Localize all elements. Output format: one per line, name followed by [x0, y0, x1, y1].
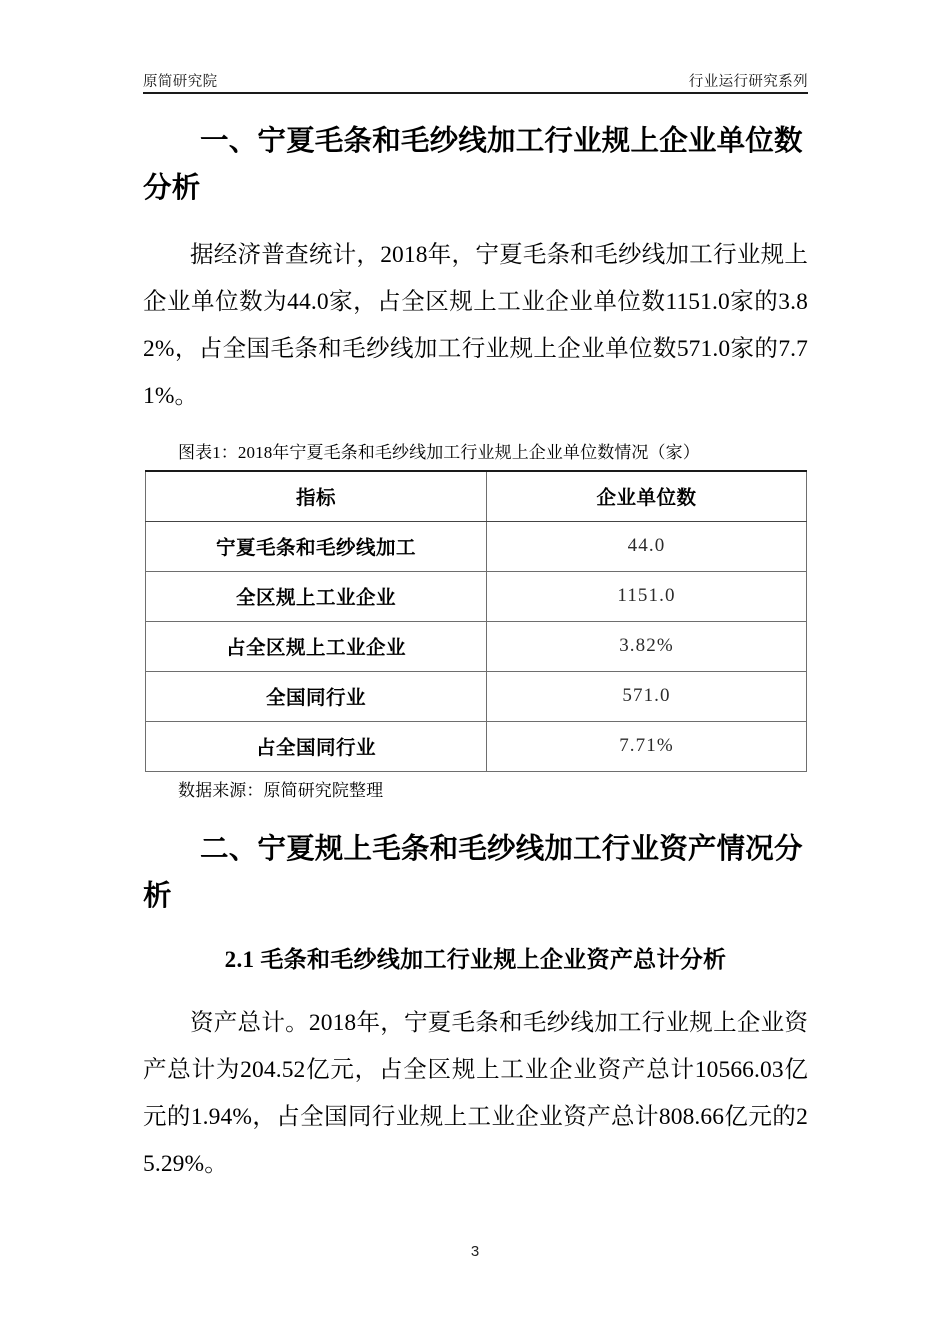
- running-header: [143, 64, 808, 94]
- table-header-row: [146, 471, 807, 521]
- table-row: [146, 621, 807, 671]
- page-number: 3: [470, 1243, 480, 1260]
- table-row: [146, 721, 807, 771]
- column-header-indicator: 指标: [146, 471, 487, 521]
- row-label: 全区规上工业企业: [146, 571, 487, 621]
- section-paragraph-1: 据经济普查统计，2018年，宁夏毛条和毛纱线加工行业规上企业单位数为44.0家，占全区规上工业企业单位数1151.0家的3.82%，占全国毛条和毛纱线加工行业规上企业单位数571.0家的7.71%。: [143, 242, 808, 409]
- row-label: 宁夏毛条和毛纱线加工: [146, 521, 487, 571]
- page-content: [143, 118, 808, 1188]
- header-left-text: 原简研究院: [143, 73, 218, 90]
- enterprise-unit-table: [145, 470, 807, 772]
- row-value: 571.0: [487, 671, 807, 721]
- spacer: [143, 804, 808, 826]
- row-label: 占全国同行业: [146, 721, 487, 771]
- section-heading-2: 二、宁夏规上毛条和毛纱线加工行业资产情况分析: [143, 833, 803, 912]
- table-header: [146, 471, 807, 521]
- header-right-text: 行业运行研究系列: [688, 73, 808, 90]
- spacer: [143, 420, 808, 440]
- spacer: [143, 212, 808, 232]
- table-body: [146, 521, 807, 771]
- section-paragraph-2: 资产总计。2018年，宁夏毛条和毛纱线加工行业规上企业资产总计为204.52亿元，占全区规上工业企业资产总计10566.03亿元的1.94%，占全国同行业规上工业企业资产总计808.66亿元的25.29%。: [143, 1009, 808, 1177]
- column-header-unit-count: 企业单位数: [487, 471, 807, 521]
- row-value: 7.71%: [487, 721, 807, 771]
- row-value: 44.0: [487, 521, 807, 571]
- table-row: [146, 571, 807, 621]
- row-value: 1151.0: [487, 571, 807, 621]
- section-heading-1: 一、宁夏毛条和毛纱线加工行业规上企业单位数分析: [143, 126, 803, 204]
- row-value: 3.82%: [487, 621, 807, 671]
- subsection-heading-2-1: 2.1 毛条和毛纱线加工行业规上企业资产总计分析: [224, 946, 727, 972]
- spacer: [143, 920, 808, 940]
- row-label: 全国同行业: [146, 671, 487, 721]
- row-label: 占全区规上工业企业: [146, 621, 487, 671]
- table-source-note: 数据来源：原简研究院整理: [178, 780, 384, 800]
- table-row: [146, 671, 807, 721]
- table-row: [146, 521, 807, 571]
- table-caption: 图表1：2018年宁夏毛条和毛纱线加工行业规上企业单位数情况（家）: [178, 443, 700, 462]
- spacer: [143, 980, 808, 1000]
